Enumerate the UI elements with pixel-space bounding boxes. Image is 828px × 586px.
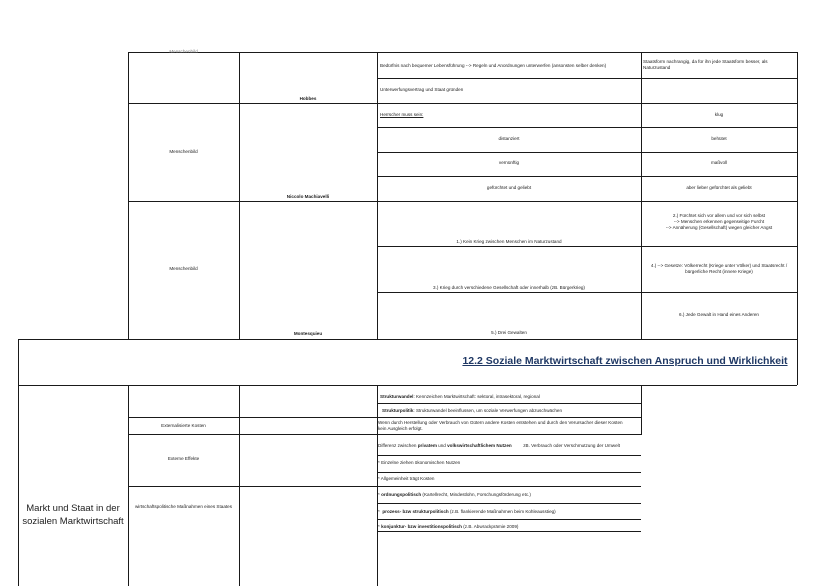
wp-massnahmen-label: wirtschaftspolitische Maßnahmen eines Staates — [134, 504, 233, 509]
montesquieu-menschenbild: Menschenbild — [169, 266, 198, 271]
hobbes-name: Hobbes — [299, 96, 317, 101]
machiavelli-menschenbild: Menschenbild — [169, 149, 198, 154]
montesquieu-left-1: 1.) Kein Krieg zwischen Menschen im Naturzustand — [456, 239, 562, 244]
machiavelli-right-3: maßvoll — [710, 160, 728, 165]
hobbes-left-1: Bedürfnis nach bequemer Lebensführung --> Regeln und Anordnungen unterwerfen (ansonsten selber denken) — [380, 63, 607, 68]
machiavelli-left-4: gefürchtet und geliebt — [486, 185, 532, 190]
konjunkturpolitisch-row: * konjunktur- bzw investitionspolitisch (z.B. Abwrackprämie 2009) — [378, 524, 519, 529]
montesquieu-right-2b: --> Menschen erkennen gegenseitige Furcht — [673, 219, 765, 224]
section-title: 12.2 Soziale Marktwirtschaft zwischen Anspruch und Wirklichkeit — [462, 355, 788, 367]
prozesspolitisch-row: * prozess- bzw strukturpolitisch (z.B. flankierende Maßnahmen beim Kohleausstieg) — [378, 509, 556, 514]
einzelne-row: * Einzelne ziehen ökonomischen Nutzen — [378, 460, 461, 465]
strukturwandel-row: Strukturwandel: Kennzeichen Marktwirtschaft: sektoral, intrasektoral, regional — [380, 394, 540, 399]
ext-kosten-text-1: Wenn durch Herstellung oder Verbrauch von Gütern andere Kosten entstehen und durch den Verursacher dieser Kosten — [378, 420, 623, 425]
montesquieu-right-6: 6.) Jede Gewalt in Hand eines Anderen — [679, 312, 759, 317]
ext-effekte-label: Externe Effekte — [167, 456, 200, 461]
montesquieu-name: Montesquieu — [293, 331, 323, 336]
topic-label: Markt und Staat in der sozialen Marktwirtschaft — [22, 503, 124, 527]
cut-off-label: Menschenbild — [169, 49, 198, 54]
montesquieu-right-2a: 2.) Fürchtet sich vor allem und vor sich selbst — [672, 213, 766, 218]
allgemeinheit-row: * Allgemeinheit trägt Kosten — [378, 476, 435, 481]
machiavelli-right-1: klug — [714, 112, 724, 117]
montesquieu-right-2c: --> Annäherung (Gesellschaft) wegen gleicher Angst — [665, 225, 773, 230]
ext-kosten-text-2: kein Ausgleich erfolgt. — [378, 426, 423, 431]
hobbes-right: Staatsform nachrangig, da für ihn jede Staatsform besser, als Naturzustand — [643, 59, 768, 70]
machiavelli-name: Niccolo Machiavelli — [286, 194, 330, 199]
machiavelli-right-4: aber lieber gefürchtet als geliebt — [686, 185, 752, 190]
machiavelli-left-1: Herrscher muss sein: — [380, 112, 424, 117]
hobbes-left-2: Unterwerfungsvertrag und Staat gründen — [380, 87, 464, 92]
ordnungspolitisch-row: * ordnungspolitisch (Kartellrecht, Mindestlohn, Forschungsförderung etc.) — [378, 492, 531, 497]
differenz-row: Differenz zwischen privatem und volkswirtschaftlichem Nutzen zB. Verbrauch oder Verschmutzung der Umwelt — [378, 443, 620, 448]
machiavelli-right-2: behütet — [711, 136, 727, 141]
montesquieu-left-5: 5.) Drei Gewalten — [491, 330, 527, 335]
montesquieu-left-3: 3.) Krieg durch verschiedene Gesellschaft oder innerhalb (zB. Bürgerkrieg) — [433, 285, 585, 290]
strukturpolitik-row: Strukturpolitik: Strukturwandel beeinflussen, um soziale Verwerfungen abzuschwächen — [382, 408, 563, 413]
ext-kosten-label: Externalisierte Kosten — [161, 423, 206, 428]
machiavelli-left-3: vernünftig — [498, 160, 520, 165]
machiavelli-left-2: distanziert — [498, 136, 520, 141]
montesquieu-right-4: 4.) --> Gesetze: Völkerrecht (Kriege unter Völker) und Staatsrecht / bürgerliche Recht (innere Kriege) — [650, 263, 788, 274]
